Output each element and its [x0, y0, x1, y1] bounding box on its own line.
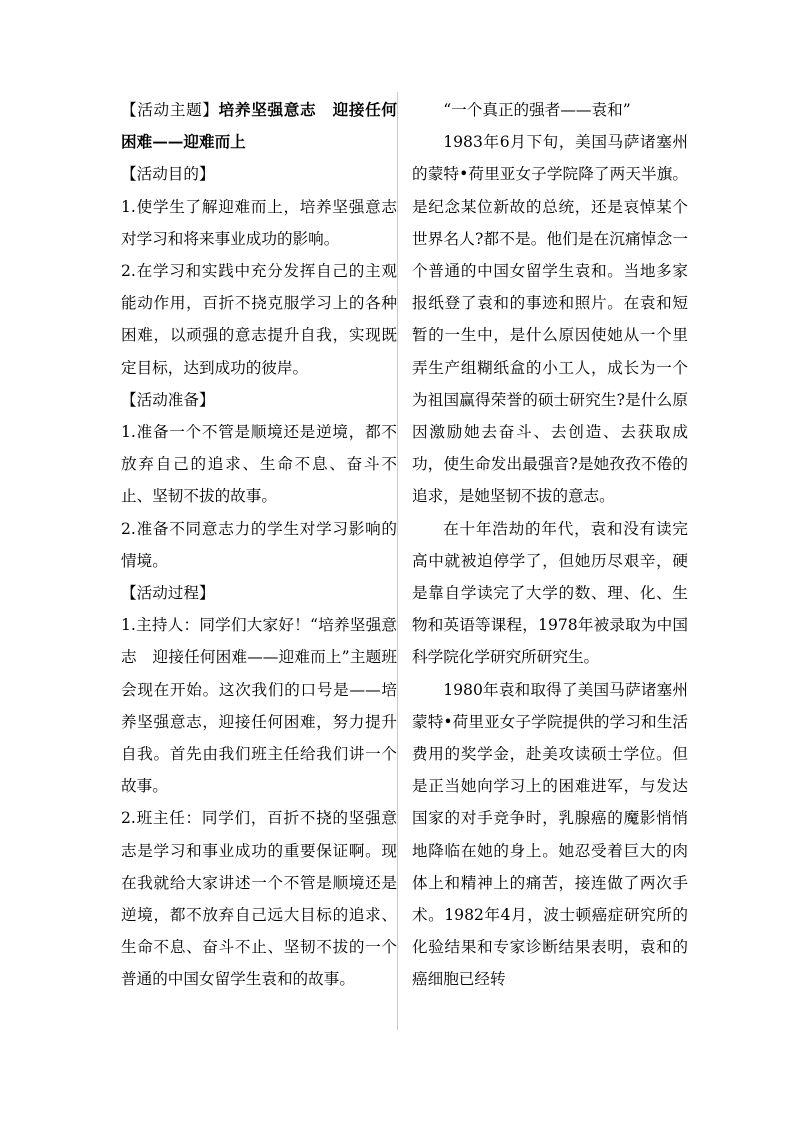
story-paragraph-2: 在十年浩劫的年代，袁和没有读完高中就被迫停学了，但她历尽艰辛，硬是靠自学读完了大学的数、理、化、生物和英语等课程，1978年被录取为中国科学院化学研究所研究生。 — [412, 519, 688, 667]
process-item-1: 1.主持人：同学们大家好！“培养坚强意志 迎接任何困难——迎难而上”主题班会现在开始。这次我们的口号是——培养坚强意志，迎接任何困难，努力提升自我。首先由我们班主任给我们讲一个故事。 — [121, 616, 397, 796]
theme-label: 【活动主题】 — [121, 101, 219, 119]
right-column — [412, 94, 688, 996]
purpose-item-1: 1.使学生了解迎难而上，培养坚强意志对学习和将来事业成功的影响。 — [121, 197, 397, 248]
preparation-item-1: 1.准备一个不管是顺境还是逆境，都不放弃自己的追求、生命不息、奋斗不止、坚韧不拔的故事。 — [121, 423, 397, 506]
process-item-2: 2.班主任：同学们，百折不挠的坚强意志是学习和事业成功的重要保证啊。现在我就给大家讲述一个不管是顺境还是逆境，都不放弃自己远大目标的追求、生命不息、奋斗不止、坚韧不拔的一个普通的中国女留学生袁和的故事。 — [121, 809, 397, 989]
story-paragraph-3: 1980年袁和取得了美国马萨诸塞州蒙特•荷里亚女子学院提供的学习和生活费用的奖学金，赴美攻读硕士学位。但是正当她向学习上的困难进军，与发达国家的对手竞争时，乳腺癌的魔影悄悄地降临在她的身上。她忍受着巨大的肉体上和精神上的痛苦，接连做了两次手术。1982年4月，波士顿癌症研究所的化验结果和专家诊断结果表明，袁和的癌细胞已经转 — [412, 680, 688, 989]
activity-theme — [121, 94, 397, 158]
preparation-heading: 【活动准备】 — [121, 390, 215, 409]
column-divider — [397, 92, 398, 1030]
purpose-item-2: 2.在学习和实践中充分发挥自己的主观能动作用，百折不挠克服学习上的各种困难，以顽强的意志提升自我，实现既定目标，达到成功的彼岸。 — [121, 262, 397, 377]
process-heading: 【活动过程】 — [121, 584, 215, 603]
story-title: “一个真正的强者——袁和” — [443, 101, 631, 119]
story-paragraph-1: 1983年6月下旬，美国马萨诸塞州的蒙特•荷里亚女子学院降了两天半旗。是纪念某位新故的总统，还是哀悼某个世界名人?都不是。他们是在沉痛悼念一个普通的中国女留学生袁和。当地多家报纸登了袁和的事迹和照片。在袁和短暂的一生中，是什么原因使她从一个里弄生产组糊纸盒的小工人，成长为一个为祖国赢得荣誉的硕士研究生?是什么原因激励她去奋斗、去创造、去获取成功，使生命发出最强音?是她孜孜不倦的追求，是她坚韧不拔的意志。 — [412, 133, 688, 506]
theme-text: 培养坚强意志 迎接任何困难——迎难而上 — [121, 100, 397, 152]
purpose-heading: 【活动目的】 — [121, 165, 215, 184]
preparation-item-2: 2.准备不同意志力的学生对学习影响的情境。 — [121, 519, 397, 570]
left-column — [121, 94, 397, 996]
